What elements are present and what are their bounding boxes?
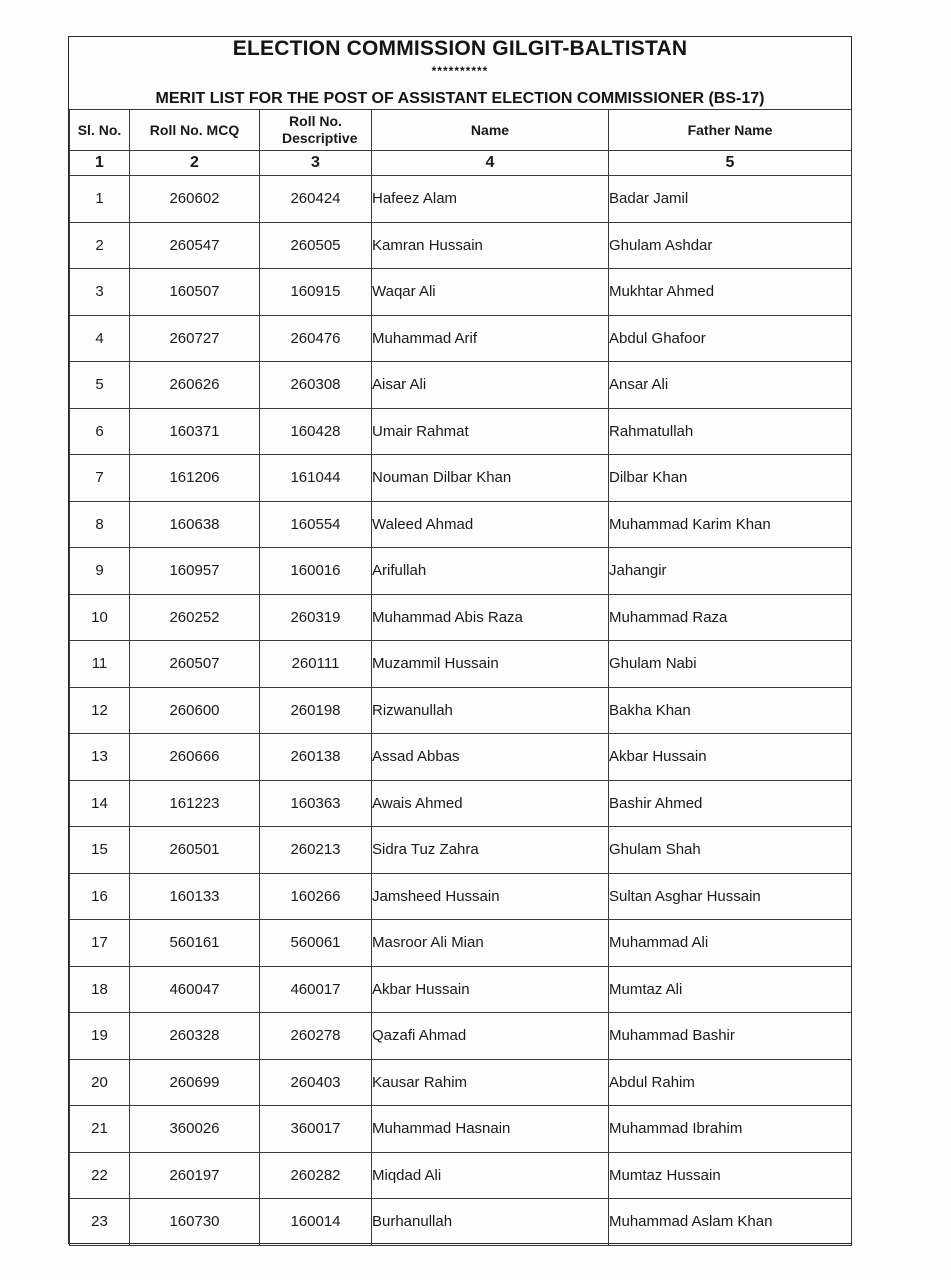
roll-descriptive-cell: 460017 <box>260 966 372 1013</box>
name-cell: Kamran Hussain <box>372 222 609 269</box>
roll-descriptive-cell: 260403 <box>260 1059 372 1106</box>
roll-descriptive-cell: 260278 <box>260 1013 372 1060</box>
father-name-cell: Jahangir <box>609 548 852 595</box>
roll-mcq-cell: 160133 <box>130 873 260 920</box>
father-name-cell: Bakha Khan <box>609 687 852 734</box>
name-cell: Qazafi Ahmad <box>372 1013 609 1060</box>
father-name-cell: Sultan Asghar Hussain <box>609 873 852 920</box>
father-name-cell: Muhammad Ali <box>609 920 852 967</box>
name-cell: Awais Ahmed <box>372 780 609 827</box>
name-cell: Waleed Ahmad <box>372 501 609 548</box>
sl-no-cell: 18 <box>70 966 130 1013</box>
column-number: 5 <box>609 151 852 176</box>
sl-no-cell: 16 <box>70 873 130 920</box>
father-name-cell: Rahmatullah <box>609 408 852 455</box>
father-name-cell: Ansar Ali <box>609 362 852 409</box>
column-number: 4 <box>372 151 609 176</box>
father-name-cell: Muhammad Ibrahim <box>609 1106 852 1153</box>
sl-no-cell: 2 <box>70 222 130 269</box>
father-name-cell: Muhammad Raza <box>609 594 852 641</box>
roll-mcq-cell: 160957 <box>130 548 260 595</box>
roll-descriptive-cell: 160915 <box>260 269 372 316</box>
table-row <box>70 315 852 362</box>
name-cell: Sidra Tuz Zahra <box>372 827 609 874</box>
roll-mcq-cell: 260666 <box>130 734 260 781</box>
roll-mcq-cell: 260600 <box>130 687 260 734</box>
roll-descriptive-cell: 160266 <box>260 873 372 920</box>
roll-mcq-cell: 260547 <box>130 222 260 269</box>
roll-descriptive-cell: 161044 <box>260 455 372 502</box>
name-cell: Miqdad Ali <box>372 1152 609 1199</box>
father-name-cell: Mumtaz Ali <box>609 966 852 1013</box>
sl-no-cell: 17 <box>70 920 130 967</box>
table-row <box>70 1013 852 1060</box>
merit-list-sheet <box>68 36 852 1244</box>
roll-descriptive-cell: 260505 <box>260 222 372 269</box>
roll-descriptive-cell: 260476 <box>260 315 372 362</box>
father-name-cell: Dilbar Khan <box>609 455 852 502</box>
sl-no-cell: 8 <box>70 501 130 548</box>
sl-no-cell: 1 <box>70 176 130 223</box>
sl-no-cell: 10 <box>70 594 130 641</box>
document-header <box>69 37 851 109</box>
name-cell: Aisar Ali <box>372 362 609 409</box>
name-cell: Akbar Hussain <box>372 966 609 1013</box>
father-name-cell: Muhammad Bashir <box>609 1013 852 1060</box>
father-name-cell: Badar Jamil <box>609 176 852 223</box>
column-header-roll-descriptive-label: Roll No. Descriptive <box>282 113 358 146</box>
name-cell: Arifullah <box>372 548 609 595</box>
table-row <box>70 734 852 781</box>
column-number: 1 <box>70 151 130 176</box>
roll-mcq-cell: 560161 <box>130 920 260 967</box>
merit-table-body <box>70 176 852 1246</box>
roll-descriptive-cell: 560061 <box>260 920 372 967</box>
column-number-row <box>70 151 852 176</box>
sl-no-cell: 14 <box>70 780 130 827</box>
table-row <box>70 966 852 1013</box>
name-cell: Jamsheed Hussain <box>372 873 609 920</box>
table-row <box>70 920 852 967</box>
sl-no-cell: 22 <box>70 1152 130 1199</box>
name-cell: Hafeez Alam <box>372 176 609 223</box>
roll-mcq-cell: 260626 <box>130 362 260 409</box>
father-name-cell: Ghulam Ashdar <box>609 222 852 269</box>
name-cell: Nouman Dilbar Khan <box>372 455 609 502</box>
sl-no-cell: 7 <box>70 455 130 502</box>
roll-mcq-cell: 160507 <box>130 269 260 316</box>
sl-no-cell: 11 <box>70 641 130 688</box>
father-name-cell: Mumtaz Hussain <box>609 1152 852 1199</box>
sl-no-cell: 12 <box>70 687 130 734</box>
roll-mcq-cell: 260328 <box>130 1013 260 1060</box>
roll-mcq-cell: 260501 <box>130 827 260 874</box>
sl-no-cell: 3 <box>70 269 130 316</box>
roll-mcq-cell: 161223 <box>130 780 260 827</box>
table-row <box>70 362 852 409</box>
sl-no-cell: 21 <box>70 1106 130 1153</box>
name-cell: Rizwanullah <box>372 687 609 734</box>
sl-no-cell: 23 <box>70 1199 130 1246</box>
sl-no-cell: 20 <box>70 1059 130 1106</box>
name-cell: Waqar Ali <box>372 269 609 316</box>
father-name-cell: Akbar Hussain <box>609 734 852 781</box>
column-header-father-name: Father Name <box>609 110 852 151</box>
roll-descriptive-cell: 260138 <box>260 734 372 781</box>
roll-mcq-cell: 260602 <box>130 176 260 223</box>
roll-descriptive-cell: 260198 <box>260 687 372 734</box>
roll-descriptive-cell: 360017 <box>260 1106 372 1153</box>
title-separator-stars: ********** <box>431 64 489 78</box>
table-row <box>70 1059 852 1106</box>
table-row <box>70 176 852 223</box>
roll-mcq-cell: 460047 <box>130 966 260 1013</box>
name-cell: Burhanullah <box>372 1199 609 1246</box>
roll-mcq-cell: 260197 <box>130 1152 260 1199</box>
column-header-roll-descriptive <box>260 110 372 151</box>
roll-descriptive-cell: 260111 <box>260 641 372 688</box>
column-number: 2 <box>130 151 260 176</box>
table-row <box>70 408 852 455</box>
father-name-cell: Mukhtar Ahmed <box>609 269 852 316</box>
sl-no-cell: 6 <box>70 408 130 455</box>
table-row <box>70 873 852 920</box>
roll-descriptive-cell: 260282 <box>260 1152 372 1199</box>
table-row <box>70 222 852 269</box>
name-cell: Umair Rahmat <box>372 408 609 455</box>
father-name-cell: Muhammad Karim Khan <box>609 501 852 548</box>
name-cell: Assad Abbas <box>372 734 609 781</box>
sl-no-cell: 19 <box>70 1013 130 1060</box>
table-row <box>70 548 852 595</box>
sl-no-cell: 9 <box>70 548 130 595</box>
table-row <box>70 827 852 874</box>
merit-table <box>69 109 852 1246</box>
father-name-cell: Bashir Ahmed <box>609 780 852 827</box>
name-cell: Muhammad Abis Raza <box>372 594 609 641</box>
father-name-cell: Ghulam Shah <box>609 827 852 874</box>
roll-descriptive-cell: 160016 <box>260 548 372 595</box>
father-name-cell: Abdul Rahim <box>609 1059 852 1106</box>
document-title: ELECTION COMMISSION GILGIT-BALTISTAN <box>232 37 688 60</box>
sl-no-cell: 4 <box>70 315 130 362</box>
father-name-cell: Abdul Ghafoor <box>609 315 852 362</box>
roll-descriptive-cell: 260319 <box>260 594 372 641</box>
roll-descriptive-cell: 260308 <box>260 362 372 409</box>
roll-descriptive-cell: 160014 <box>260 1199 372 1246</box>
roll-mcq-cell: 260699 <box>130 1059 260 1106</box>
roll-descriptive-cell: 160554 <box>260 501 372 548</box>
roll-mcq-cell: 160638 <box>130 501 260 548</box>
roll-descriptive-cell: 160363 <box>260 780 372 827</box>
table-row <box>70 1152 852 1199</box>
roll-mcq-cell: 260507 <box>130 641 260 688</box>
table-row <box>70 594 852 641</box>
sl-no-cell: 15 <box>70 827 130 874</box>
roll-mcq-cell: 360026 <box>130 1106 260 1153</box>
table-row <box>70 269 852 316</box>
sl-no-cell: 5 <box>70 362 130 409</box>
table-row <box>70 780 852 827</box>
roll-mcq-cell: 160371 <box>130 408 260 455</box>
table-row <box>70 1199 852 1246</box>
column-header-row <box>70 110 852 151</box>
column-header-roll-mcq: Roll No. MCQ <box>130 110 260 151</box>
roll-mcq-cell: 161206 <box>130 455 260 502</box>
sl-no-cell: 13 <box>70 734 130 781</box>
table-row <box>70 687 852 734</box>
father-name-cell: Muhammad Aslam Khan <box>609 1199 852 1246</box>
column-header-name: Name <box>372 110 609 151</box>
roll-descriptive-cell: 160428 <box>260 408 372 455</box>
table-row <box>70 641 852 688</box>
name-cell: Muzammil Hussain <box>372 641 609 688</box>
name-cell: Muhammad Hasnain <box>372 1106 609 1153</box>
name-cell: Masroor Ali Mian <box>372 920 609 967</box>
roll-mcq-cell: 260727 <box>130 315 260 362</box>
name-cell: Muhammad Arif <box>372 315 609 362</box>
column-number: 3 <box>260 151 372 176</box>
father-name-cell: Ghulam Nabi <box>609 641 852 688</box>
roll-mcq-cell: 260252 <box>130 594 260 641</box>
table-row <box>70 455 852 502</box>
name-cell: Kausar Rahim <box>372 1059 609 1106</box>
document-subtitle: MERIT LIST FOR THE POST OF ASSISTANT ELECTION COMMISSIONER (BS-17) <box>155 90 765 107</box>
roll-mcq-cell: 160730 <box>130 1199 260 1246</box>
roll-descriptive-cell: 260213 <box>260 827 372 874</box>
table-row <box>70 1106 852 1153</box>
roll-descriptive-cell: 260424 <box>260 176 372 223</box>
column-header-sl-no: Sl. No. <box>70 110 130 151</box>
table-row <box>70 501 852 548</box>
